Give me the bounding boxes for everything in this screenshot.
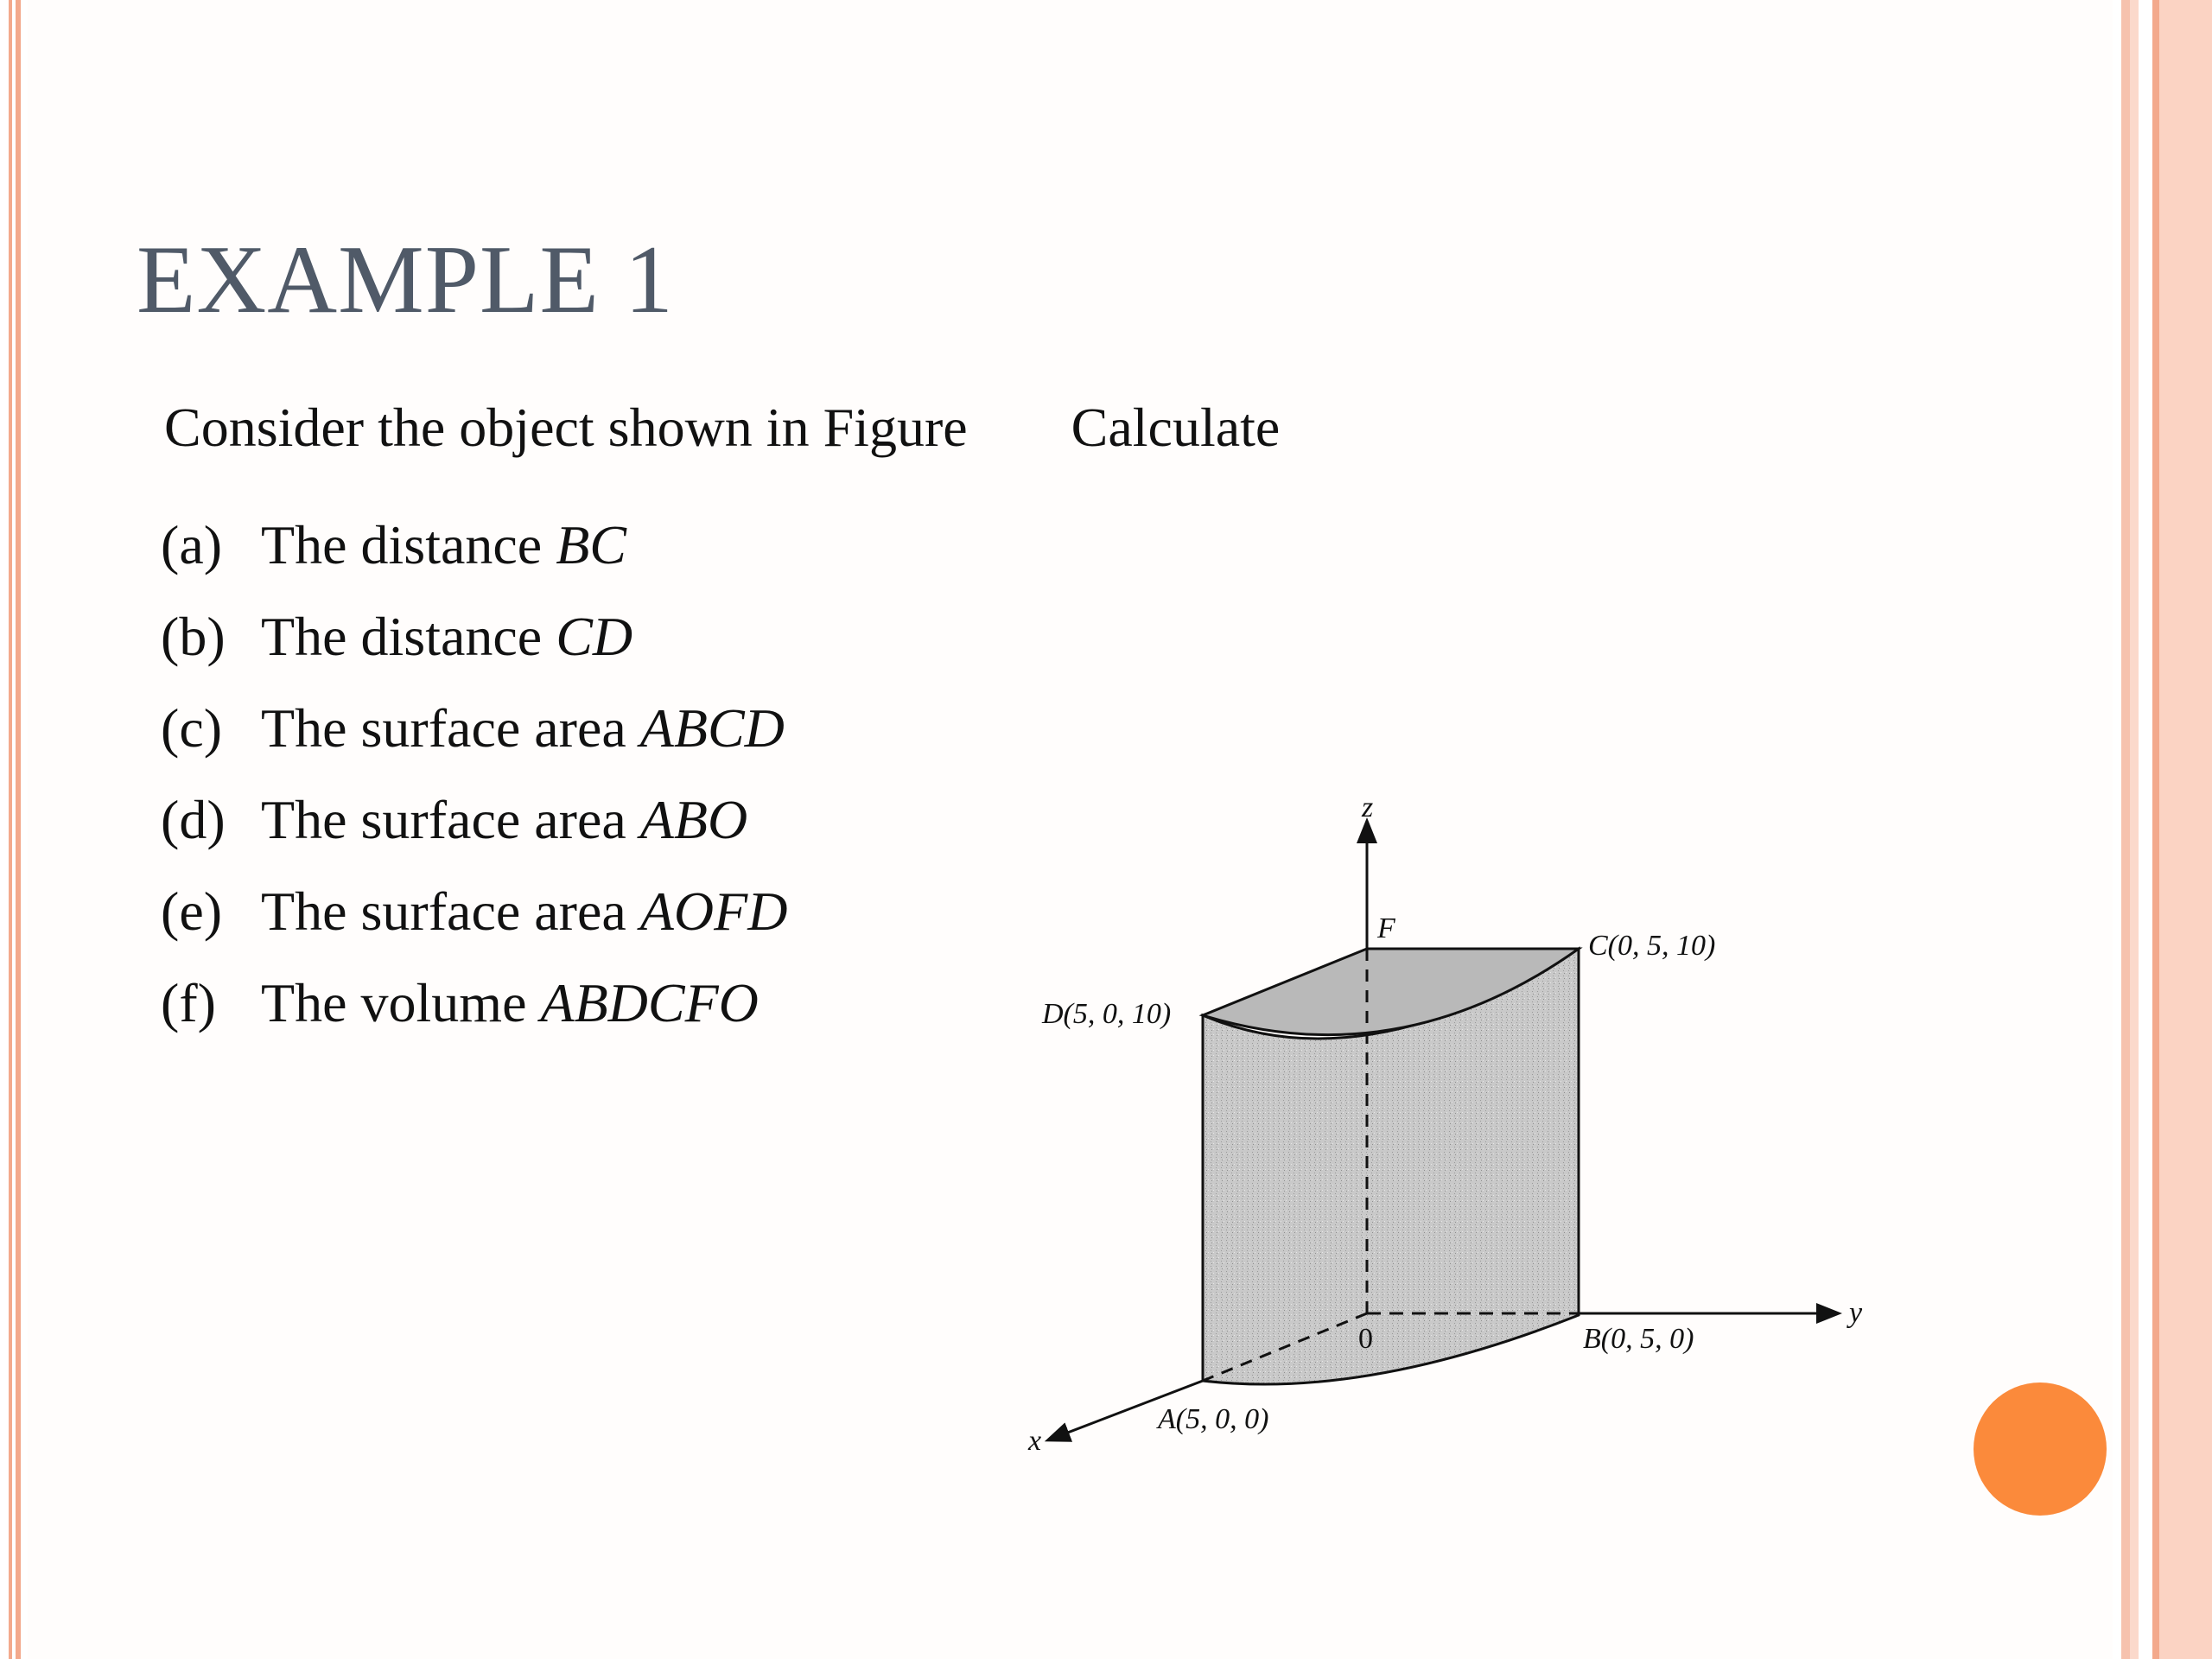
question-text: The surface area	[261, 880, 640, 942]
figure-cylinder-sector	[1002, 778, 1884, 1469]
question-label: (a)	[161, 514, 223, 575]
problem-intro	[164, 396, 1280, 460]
question-label: (b)	[161, 606, 226, 667]
origin-label: 0	[1358, 1323, 1373, 1355]
axis-y-label: y	[1849, 1297, 1863, 1329]
question-item	[161, 957, 787, 1049]
orange-circle-decoration	[1974, 1382, 2107, 1516]
point-b-label: B(0, 5, 0)	[1583, 1323, 1694, 1355]
question-term: ABCD	[639, 697, 785, 759]
question-text: The surface area	[261, 697, 640, 759]
slide-title: EXAMPLE 1	[137, 226, 674, 334]
question-label: (e)	[161, 880, 223, 942]
question-item	[161, 774, 787, 866]
point-f-label: F	[1377, 912, 1395, 944]
question-text: The volume	[261, 972, 541, 1033]
question-term: AOFD	[639, 880, 788, 942]
question-item	[161, 591, 787, 683]
question-text: The surface area	[261, 789, 640, 850]
question-term: BC	[556, 514, 626, 575]
figure-svg	[1002, 778, 1884, 1469]
question-item	[161, 866, 787, 957]
question-term: ABO	[639, 789, 748, 850]
left-border-decoration	[0, 0, 28, 1659]
intro-left-text: Consider the object shown in Figure	[164, 397, 968, 458]
question-item	[161, 499, 787, 591]
question-label: (c)	[161, 697, 223, 759]
question-text: The distance	[261, 514, 556, 575]
question-list	[161, 499, 787, 1049]
axis-x-label: x	[1028, 1425, 1042, 1457]
point-a-label: A(5, 0, 0)	[1158, 1403, 1269, 1435]
axis-z-label: z	[1362, 791, 1374, 823]
intro-right-text: Calculate	[1071, 397, 1281, 458]
question-item	[161, 683, 787, 774]
question-term: CD	[556, 606, 633, 667]
point-c-label: C(0, 5, 10)	[1588, 930, 1716, 962]
question-text: The distance	[261, 606, 556, 667]
question-label: (d)	[161, 789, 226, 850]
point-d-label: D(5, 0, 10)	[1042, 998, 1172, 1030]
right-border-decoration	[2113, 0, 2212, 1659]
question-term: ABDCFO	[540, 972, 759, 1033]
question-label: (f)	[161, 972, 216, 1033]
